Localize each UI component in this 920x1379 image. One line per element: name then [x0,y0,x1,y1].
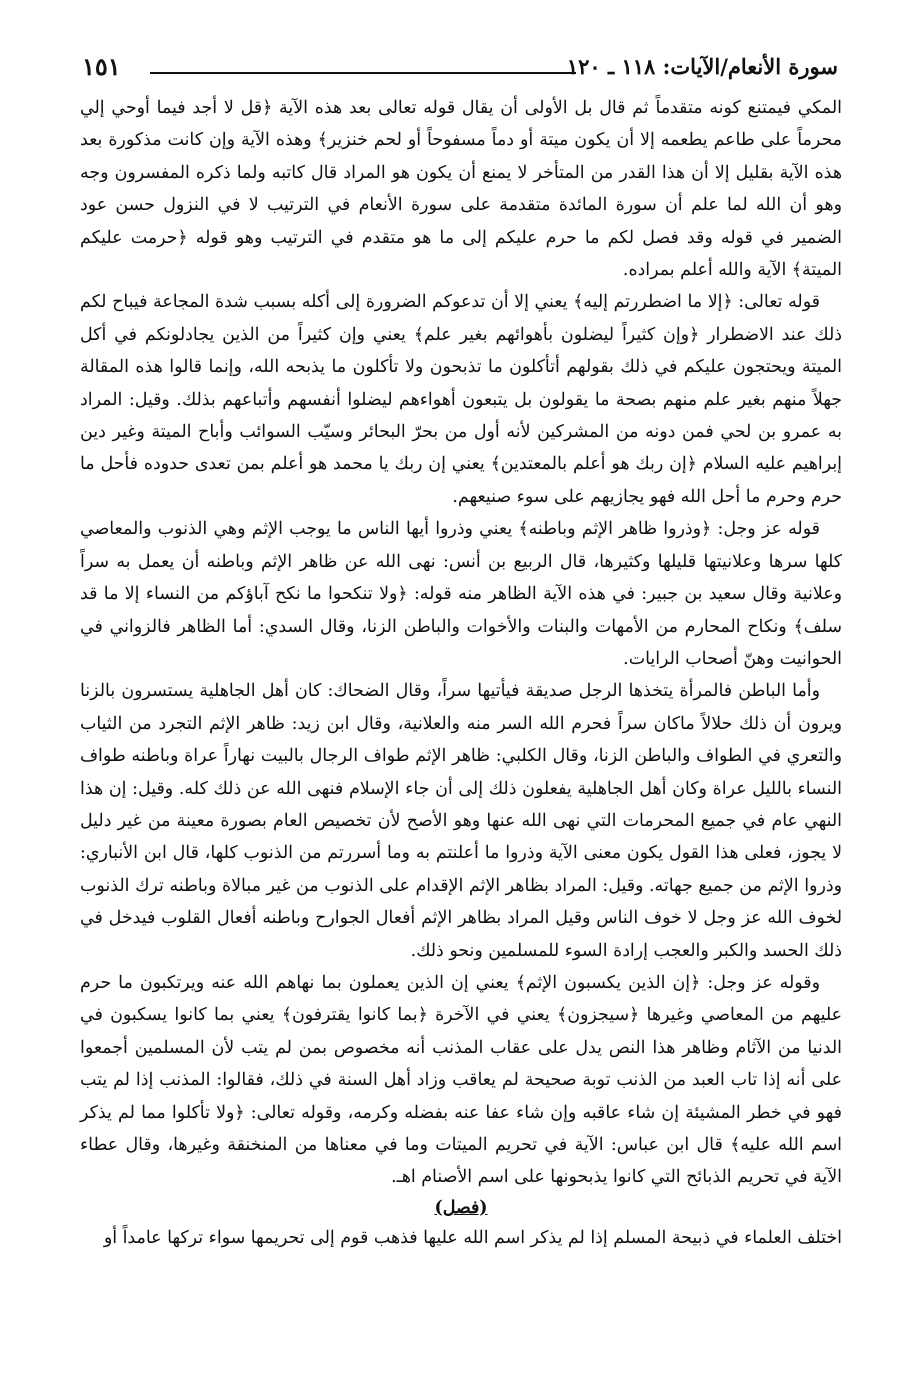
running-title: سورة الأنعام/الآيات: ١١٨ ـ ١٢٠ [566,54,838,79]
paragraph-2: قوله تعالى: ﴿إلا ما اضطررتم إليه﴾ يعني إلا أن تدعوكم الضرورة إلى أكله بسبب شدة المجاعة فيباح لكم ذلك عند الاضطرار ﴿وإن كثيراً ليضلون بأهوائهم بغير علم﴾ يعني وإن كثيراً من الذين يجادلونكم في أكل الميتة ويحتجون عليكم في ذلك بقولهم أتأكلون ما تذبحون ولا تأكلون ما يذبحه الله، وإنما قالوا هذه المقالة جهلاً منهم بغير علم منهم بصحة ما يقولون بل يتبعون أهواءهم ليضلوا أنفسهم وأتباعهم بذلك. وقيل: المراد به عمرو بن لحي فمن دونه من المشركين لأنه أول من بحرّ البحائر وسيّب السوائب وأباح الميتة وغير دين إبراهيم عليه السلام ﴿إن ربك هو أعلم بالمعتدين﴾ يعني إن ربك يا محمد هو أعلم بمن تعدى حدوده فأحل ما حرم وحرم ما أحل الله فهو يجازيهم على سوء صنيعهم. [80,292,842,507]
paragraph-5: وقوله عز وجل: ﴿إن الذين يكسبون الإثم﴾ يعني إن الذين يعملون بما نهاهم الله عنه ويرتكبون ما حرم عليهم من المعاصي وغيرها ﴿سيجزون﴾ يعني في الآخرة ﴿بما كانوا يقترفون﴾ يعني بما كانوا يسكبون في الدنيا من الآثام وظاهر هذا النص يدل على عقاب المذنب أنه مخصوص بمن لم يتب لأن المسلمين أجمعوا على أنه إذا تاب العبد من الذنب توبة صحيحة لم يعاقب وزاد أهل السنة في ذلك، فقالوا: المذنب إذا لم يتب فهو في خطر المشيئة إن شاء عاقبه وإن شاء عفا عنه بفضله وكرمه، وقوله تعالى: ﴿ولا تأكلوا مما لم يذكر اسم الله عليه﴾ قال ابن عباس: الآية في تحريم الميتات وما في معناها من المنخنقة وغيرها، وقال عطاء الآية في تحريم الذبائح التي كانوا يذبحونها على اسم الأصنام اهـ. [80,972,842,1188]
paragraph-3: قوله عز وجل: ﴿وذروا ظاهر الإثم وباطنه﴾ يعني وذروا أيها الناس ما يوجب الإثم وهي الذنوب والمعاصي كلها سرها وعلانيتها قليلها وكثيرها، قال الربيع بن أنس: نهى الله عن ظاهر الإثم وباطنه أن يعمل به سراً وعلانية وقال سعيد بن جبير: في هذه الآية الظاهر منه قوله: ﴿ولا تنكحوا ما نكح آباؤكم من النساء إلا ما قد سلف﴾ ونكاح المحارم من الأمهات والبنات والأخوات والباطن الزنا، وقال السدي: أما الظاهر فالزواني في الحوانيت وهنّ أصحاب الرايات. [80,519,842,669]
paragraph-1: المكي فيمتنع كونه متقدماً ثم قال بل الأولى أن يقال قوله تعالى بعد هذه الآية ﴿قل لا أجد فيما أوحي إلي محرماً على طاعم يطعمه إلا أن يكون ميتة أو دماً مسفوحاً أو لحم خنزير﴾ وهذه الآية وإن كانت مذكورة بعد هذه الآية بقليل إلا أن هذا القدر من المتأخر لا يمنع أن يكون هو المراد قال كاتبه ولما ذكره المفسرون وجه وهو أن الله لما علم أن سورة المائدة متقدمة على سورة الأنعام في الترتيب لا في النزول حسن عود الضمير في قوله وقد فصل لكم ما حرم عليكم إلى ما هو متقدم في الترتيب وهو قوله ﴿حرمت عليكم الميتة﴾ الآية والله أعلم بمراده. [80,98,842,281]
page-number: ١٥١ [82,52,121,81]
paragraph-4: وأما الباطن فالمرأة يتخذها الرجل صديقة فيأتيها سراً، وقال الضحاك: كان أهل الجاهلية يستسرون بالزنا ويرون أن ذلك حلالاً ماكان سراً فحرم الله السر منه والعلانية، وقال ابن زيد: ظاهر الإثم التجرد من الثياب والتعري في الطواف والباطن الزنا، وقال الكلبي: ظاهر الإثم طواف الرجال بالبيت نهاراً عراة وباطنه طواف النساء بالليل عراة وكان أهل الجاهلية يفعلون ذلك إلى أن جاء الإسلام فنهى الله عن ذلك كله. وقيل: إن هذا النهي عام في جميع المحرمات التي نهى الله عنها وهو الأصح لأن تخصيص العام بصورة معينة من غير دليل لا يجوز، فعلى هذا القول يكون معنى الآية وذروا ما أعلنتم به وما أسررتم من الذنوب كلها، قال ابن الأنباري: وذروا الإثم من جميع جهاته. وقيل: المراد بظاهر الإثم الإقدام على الذنوب من غير مبالاة وباطنه ترك الذنوب لخوف الله عز وجل لا خوف الناس وقيل المراد بظاهر الإثم أفعال الجوارح وباطنه أفعال القلوب فيدخل في ذلك الحسد والكبر والعجب إرادة السوء للمسلمين ونحو ذلك. [80,681,842,961]
paragraph-6: اختلف العلماء في ذبيحة المسلم إذا لم يذكر اسم الله عليها فذهب قوم إلى تحريمها سواء تركها عامداً أو [103,1227,842,1248]
page-header [82,52,838,92]
header-rule [150,72,576,74]
section-title: (فصل) [434,1197,488,1218]
body-text [80,92,842,1254]
